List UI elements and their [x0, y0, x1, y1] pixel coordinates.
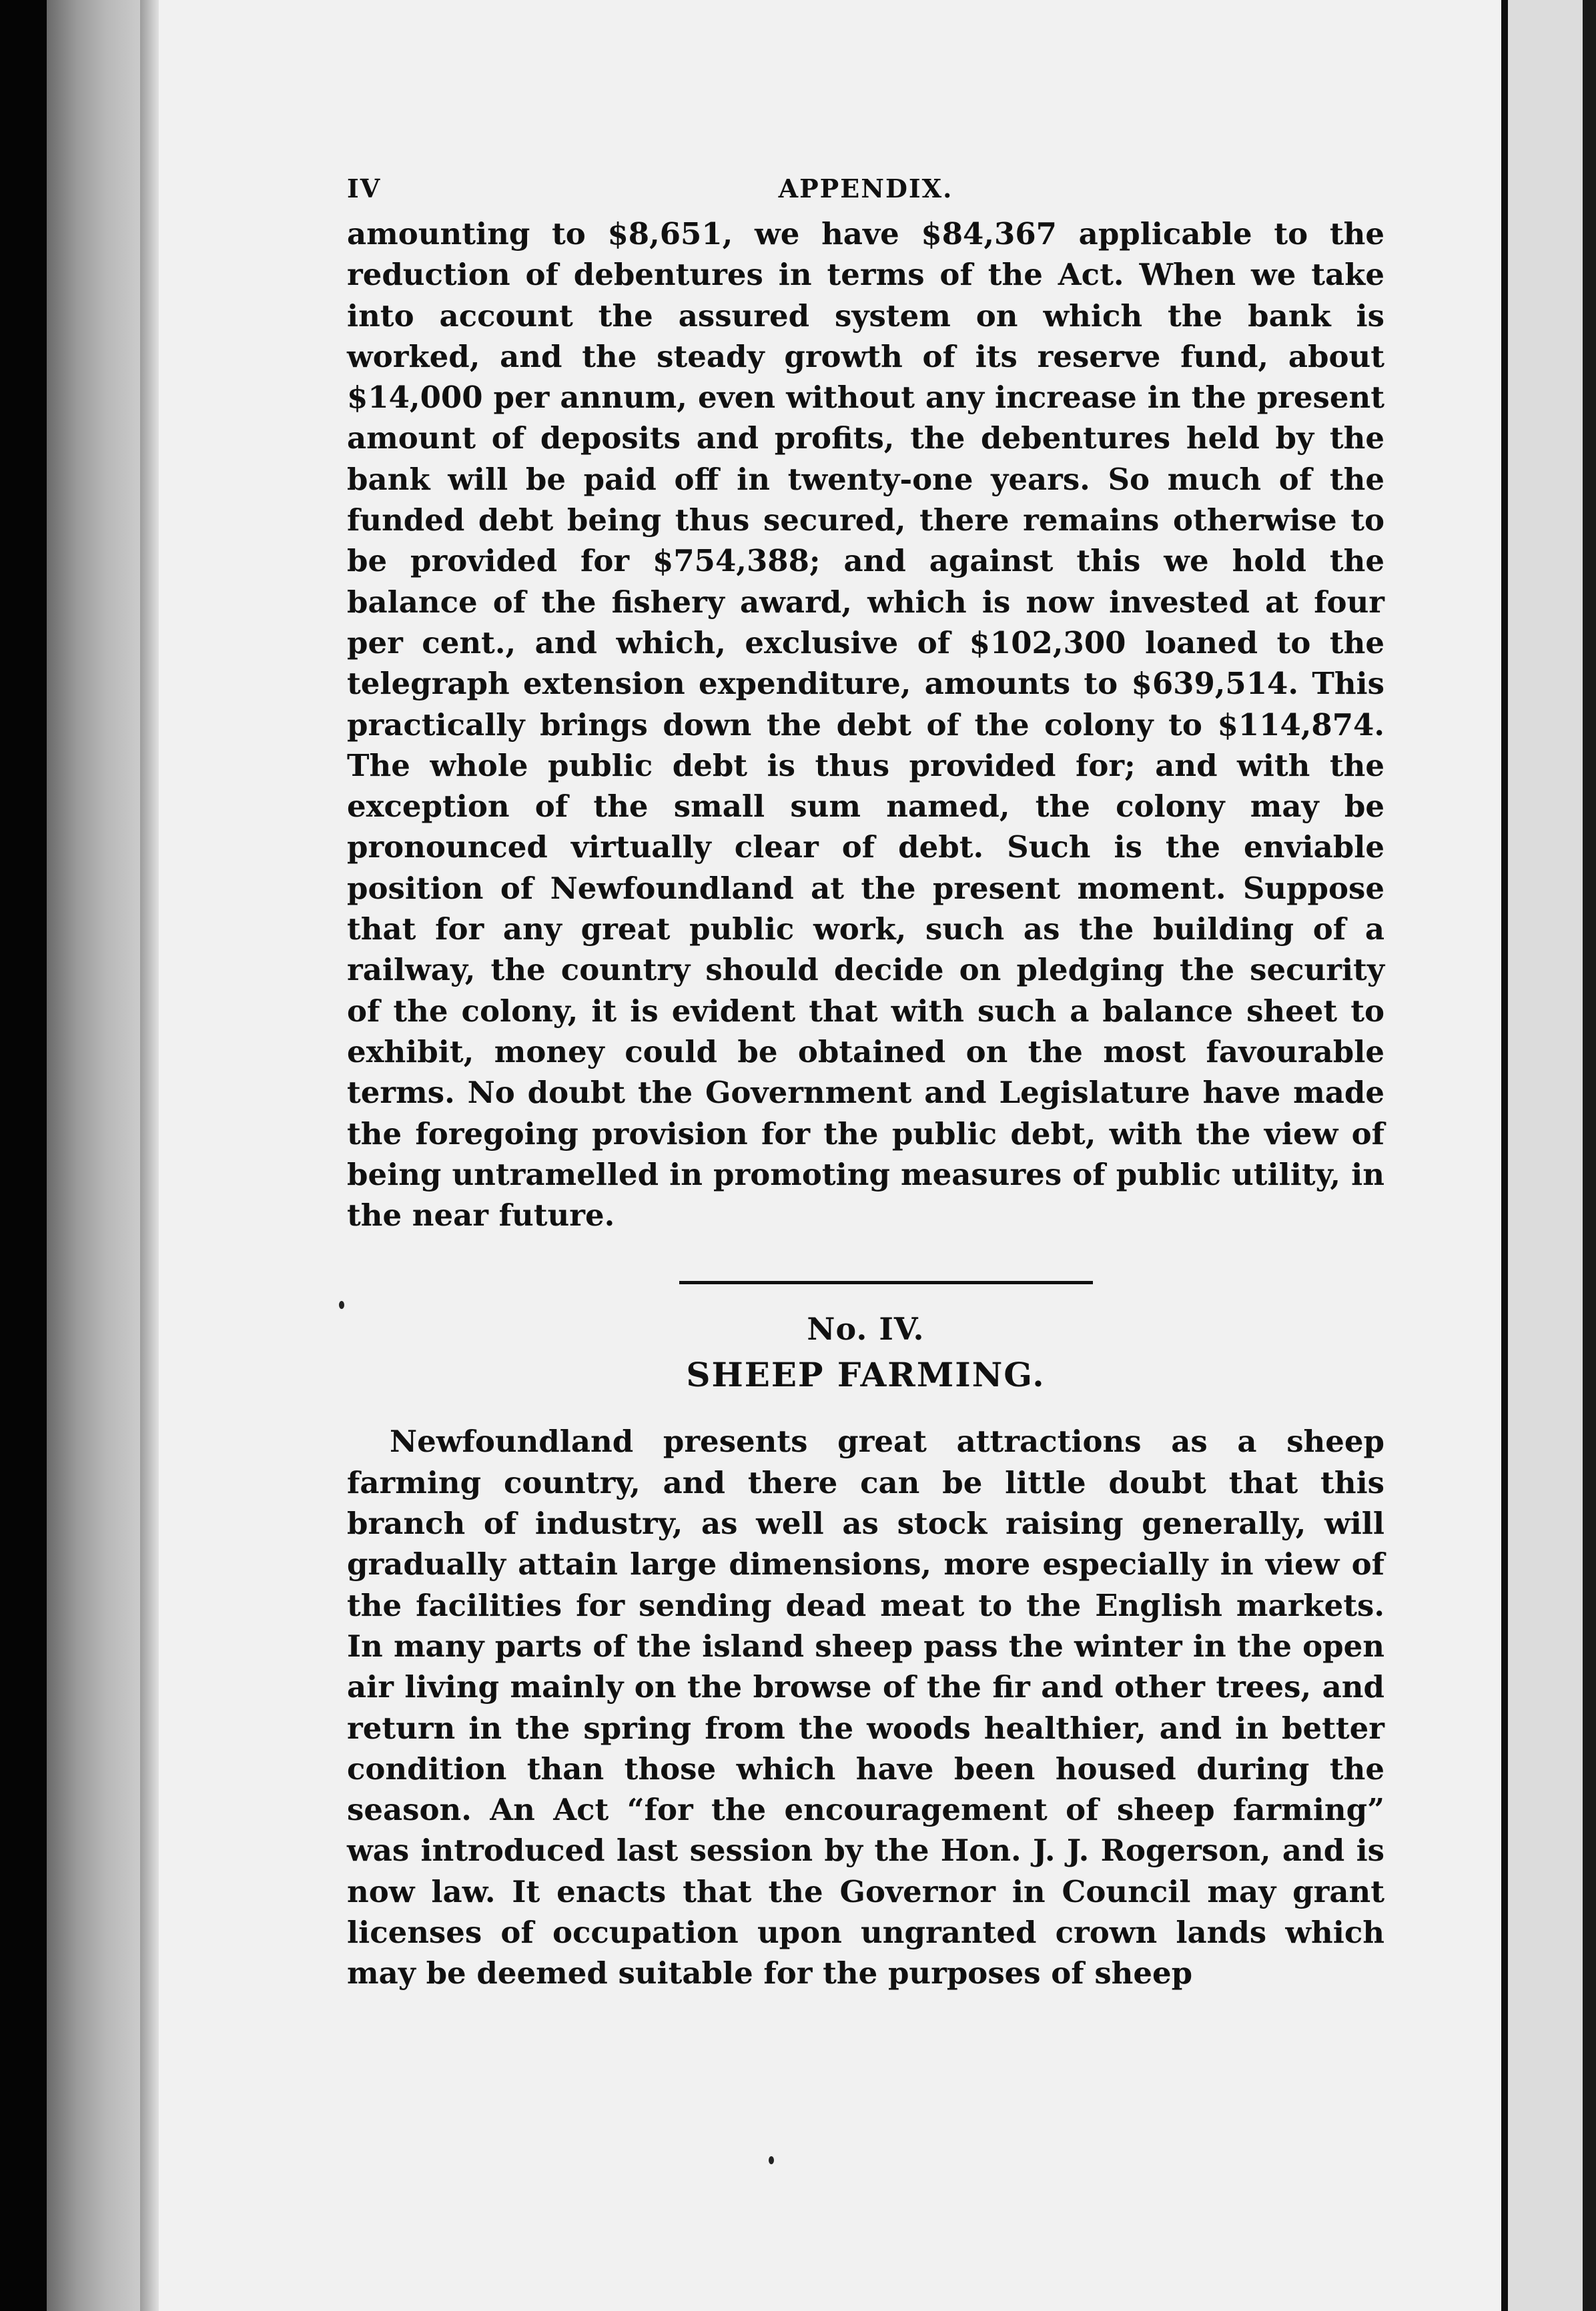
section-divider: [679, 1281, 1093, 1284]
running-head: [347, 167, 1384, 213]
section-number: No. IV.: [807, 1311, 925, 1348]
paragraph-public-debt: amounting to $8,651, we have $84,367 applicable to the reduction of debentures in terms of the Act. When we take into account the assured system on which the bank is worked, and the steady growth of its reserve fund, about $14,000 per annum, even without any increase in the present amount of deposits and profits, the debentures held by the bank will be paid off in twenty-one years. So much of the funded debt being thus secured, there remains otherwise to be provided for $754,388; and against this we hold the balance of the fishery award, which is now invested at four per cent., and which, exclusive of $102,300 loaned to the telegraph extension expenditure, amounts to $639,514. This practically brings down the debt of the colony to $114,874. The whole public debt is thus provided for; and with the exception of the small sum named, the colony may be pronounced virtually clear of debt. Such is the enviable position of Newfoundland at the present moment. Suppose that for any great public work, such as the building of a railway, the country should decide on pledging the security of the colony, it is evident that with such a balance sheet to exhibit, money could be obtained on the most favourable terms. No doubt the Government and Legislature have made the foregoing provision for the public debt, with the view of being untramelled in promoting measures of public utility, in the near future.: [347, 216, 1384, 1234]
ink-speck: [769, 2156, 774, 2164]
text-block: [347, 167, 1384, 1994]
right-border-rule: [1501, 0, 1508, 2311]
section-title: SHEEP FARMING.: [686, 1355, 1046, 1395]
binding-strip: [47, 0, 147, 2311]
ink-speck: [339, 1301, 344, 1309]
binding-shadow: [140, 0, 160, 2311]
left-border: [0, 0, 47, 2311]
right-edge: [1583, 0, 1596, 2311]
running-title: APPENDIX.: [778, 173, 953, 203]
page-number: IV: [347, 173, 382, 203]
paragraph-sheep-farming: Newfoundland presents great attractions as a sheep farming country, and there can be little doubt that this branch of industry, as well as stock raising generally, will gradually attain large dimensions, more especially in view of the facilities for sending dead meat to the English markets. In many parts of the island sheep pass the winter in the open air living mainly on the browse of the fir and other trees, and return in the spring from the woods healthier, and in better condition than those which have been housed during the season. An Act “for the encouragement of sheep farming” was introduced last session by the Hon. J. J. Rogerson, and is now law. It enacts that the Governor in Council may grant licenses of occupation upon ungranted crown lands which may be deemed suitable for the purposes of sheep: [347, 1424, 1384, 1991]
